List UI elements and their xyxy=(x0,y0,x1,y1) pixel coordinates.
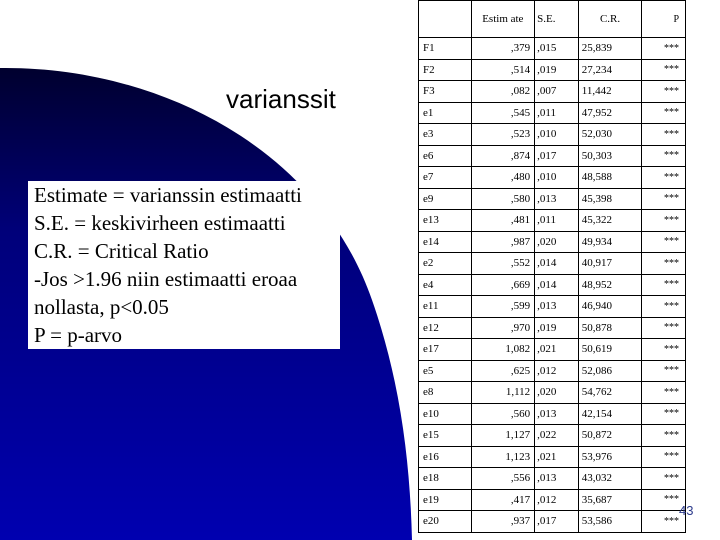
row-name: e18 xyxy=(419,468,472,490)
table-row xyxy=(419,317,686,339)
row-se: ,013 xyxy=(535,468,579,490)
row-name: e10 xyxy=(419,403,472,425)
row-p: *** xyxy=(642,81,686,103)
table-row xyxy=(419,360,686,382)
row-name: e15 xyxy=(419,425,472,447)
row-p: *** xyxy=(642,102,686,124)
row-estimate: ,523 xyxy=(471,124,535,146)
table-row xyxy=(419,59,686,81)
row-se: ,013 xyxy=(535,296,579,318)
table-row xyxy=(419,253,686,275)
legend-line: P = p-arvo xyxy=(34,323,123,347)
row-estimate: ,545 xyxy=(471,102,535,124)
row-estimate: ,987 xyxy=(471,231,535,253)
row-se: ,012 xyxy=(535,360,579,382)
row-se: ,021 xyxy=(535,446,579,468)
legend-box xyxy=(28,181,340,349)
row-name: e3 xyxy=(419,124,472,146)
table-row xyxy=(419,81,686,103)
row-cr: 47,952 xyxy=(578,102,642,124)
row-se: ,011 xyxy=(535,210,579,232)
row-name: e7 xyxy=(419,167,472,189)
table-row xyxy=(419,102,686,124)
row-estimate: ,560 xyxy=(471,403,535,425)
table-row xyxy=(419,210,686,232)
row-cr: 52,030 xyxy=(578,124,642,146)
row-cr: 49,934 xyxy=(578,231,642,253)
row-name: e19 xyxy=(419,489,472,511)
row-name: e9 xyxy=(419,188,472,210)
row-se: ,014 xyxy=(535,253,579,275)
header-cr: C.R. xyxy=(578,1,642,38)
table-row xyxy=(419,446,686,468)
row-estimate: ,580 xyxy=(471,188,535,210)
row-name: F2 xyxy=(419,59,472,81)
row-p: *** xyxy=(642,489,686,511)
row-name: e6 xyxy=(419,145,472,167)
row-p: *** xyxy=(642,446,686,468)
estimates-table-container xyxy=(418,0,686,540)
row-cr: 50,878 xyxy=(578,317,642,339)
row-estimate: ,874 xyxy=(471,145,535,167)
row-name: e1 xyxy=(419,102,472,124)
row-p: *** xyxy=(642,210,686,232)
row-p: *** xyxy=(642,317,686,339)
row-cr: 53,976 xyxy=(578,446,642,468)
table-row xyxy=(419,38,686,60)
row-cr: 43,032 xyxy=(578,468,642,490)
row-name: e12 xyxy=(419,317,472,339)
row-p: *** xyxy=(642,38,686,60)
row-name: e20 xyxy=(419,511,472,533)
header-estimate: Estim ate xyxy=(471,1,535,38)
row-cr: 45,322 xyxy=(578,210,642,232)
row-name: F1 xyxy=(419,38,472,60)
table-row xyxy=(419,489,686,511)
row-name: e4 xyxy=(419,274,472,296)
row-name: e16 xyxy=(419,446,472,468)
row-se: ,007 xyxy=(535,81,579,103)
row-estimate: ,937 xyxy=(471,511,535,533)
row-name: e8 xyxy=(419,382,472,404)
row-se: ,019 xyxy=(535,59,579,81)
table-row xyxy=(419,231,686,253)
legend-line: nollasta, p<0.05 xyxy=(34,295,169,319)
table-row xyxy=(419,124,686,146)
row-estimate: 1,123 xyxy=(471,446,535,468)
row-cr: 25,839 xyxy=(578,38,642,60)
row-cr: 48,952 xyxy=(578,274,642,296)
row-estimate: ,970 xyxy=(471,317,535,339)
table-row xyxy=(419,145,686,167)
legend-line: S.E. = keskivirheen estimaatti xyxy=(34,211,286,235)
row-cr: 50,619 xyxy=(578,339,642,361)
row-estimate: 1,112 xyxy=(471,382,535,404)
row-cr: 46,940 xyxy=(578,296,642,318)
row-se: ,013 xyxy=(535,188,579,210)
table-row xyxy=(419,382,686,404)
row-estimate: ,379 xyxy=(471,38,535,60)
row-se: ,017 xyxy=(535,511,579,533)
header-blank-cell xyxy=(419,1,472,38)
table-row xyxy=(419,274,686,296)
row-estimate: 1,082 xyxy=(471,339,535,361)
legend-line: C.R. = Critical Ratio xyxy=(34,239,209,263)
row-se: ,015 xyxy=(535,38,579,60)
row-estimate: ,514 xyxy=(471,59,535,81)
row-se: ,017 xyxy=(535,145,579,167)
row-p: *** xyxy=(642,188,686,210)
row-se: ,020 xyxy=(535,231,579,253)
row-cr: 11,442 xyxy=(578,81,642,103)
row-cr: 52,086 xyxy=(578,360,642,382)
table-row xyxy=(419,468,686,490)
row-estimate: ,082 xyxy=(471,81,535,103)
table-body xyxy=(419,38,686,533)
row-cr: 40,917 xyxy=(578,253,642,275)
row-estimate: ,417 xyxy=(471,489,535,511)
row-estimate: ,599 xyxy=(471,296,535,318)
row-p: *** xyxy=(642,274,686,296)
row-p: *** xyxy=(642,59,686,81)
row-cr: 42,154 xyxy=(578,403,642,425)
row-name: e2 xyxy=(419,253,472,275)
row-se: ,012 xyxy=(535,489,579,511)
row-p: *** xyxy=(642,360,686,382)
row-cr: 48,588 xyxy=(578,167,642,189)
row-p: *** xyxy=(642,253,686,275)
row-name: e11 xyxy=(419,296,472,318)
row-name: e5 xyxy=(419,360,472,382)
row-se: ,013 xyxy=(535,403,579,425)
row-cr: 50,872 xyxy=(578,425,642,447)
legend-line: Estimate = varianssin estimaatti xyxy=(34,183,302,207)
table-row xyxy=(419,339,686,361)
row-p: *** xyxy=(642,145,686,167)
row-name: e13 xyxy=(419,210,472,232)
row-cr: 53,586 xyxy=(578,511,642,533)
row-p: *** xyxy=(642,124,686,146)
table-row xyxy=(419,188,686,210)
table-header-row xyxy=(419,1,686,38)
row-p: *** xyxy=(642,511,686,533)
table-row xyxy=(419,425,686,447)
row-estimate: ,480 xyxy=(471,167,535,189)
row-p: *** xyxy=(642,296,686,318)
row-se: ,021 xyxy=(535,339,579,361)
row-cr: 45,398 xyxy=(578,188,642,210)
row-p: *** xyxy=(642,425,686,447)
estimates-table xyxy=(418,0,686,533)
legend-line: -Jos >1.96 niin estimaatti eroaa xyxy=(34,267,298,291)
row-estimate: ,481 xyxy=(471,210,535,232)
table-row xyxy=(419,511,686,533)
table-row xyxy=(419,296,686,318)
header-se: S.E. xyxy=(535,1,579,38)
row-p: *** xyxy=(642,468,686,490)
row-se: ,014 xyxy=(535,274,579,296)
row-estimate: 1,127 xyxy=(471,425,535,447)
row-se: ,010 xyxy=(535,124,579,146)
row-p: *** xyxy=(642,382,686,404)
row-se: ,022 xyxy=(535,425,579,447)
slide-title: varianssit xyxy=(226,84,336,114)
row-cr: 27,234 xyxy=(578,59,642,81)
row-cr: 50,303 xyxy=(578,145,642,167)
row-se: ,020 xyxy=(535,382,579,404)
table-row xyxy=(419,167,686,189)
page-number: 43 xyxy=(679,503,694,518)
row-name: e14 xyxy=(419,231,472,253)
row-name: F3 xyxy=(419,81,472,103)
row-estimate: ,625 xyxy=(471,360,535,382)
row-se: ,011 xyxy=(535,102,579,124)
header-p: P xyxy=(642,1,686,38)
row-name: e17 xyxy=(419,339,472,361)
row-cr: 35,687 xyxy=(578,489,642,511)
row-p: *** xyxy=(642,167,686,189)
row-estimate: ,669 xyxy=(471,274,535,296)
row-se: ,010 xyxy=(535,167,579,189)
row-p: *** xyxy=(642,231,686,253)
row-se: ,019 xyxy=(535,317,579,339)
row-estimate: ,556 xyxy=(471,468,535,490)
row-cr: 54,762 xyxy=(578,382,642,404)
row-estimate: ,552 xyxy=(471,253,535,275)
row-p: *** xyxy=(642,339,686,361)
table-row xyxy=(419,403,686,425)
row-p: *** xyxy=(642,403,686,425)
